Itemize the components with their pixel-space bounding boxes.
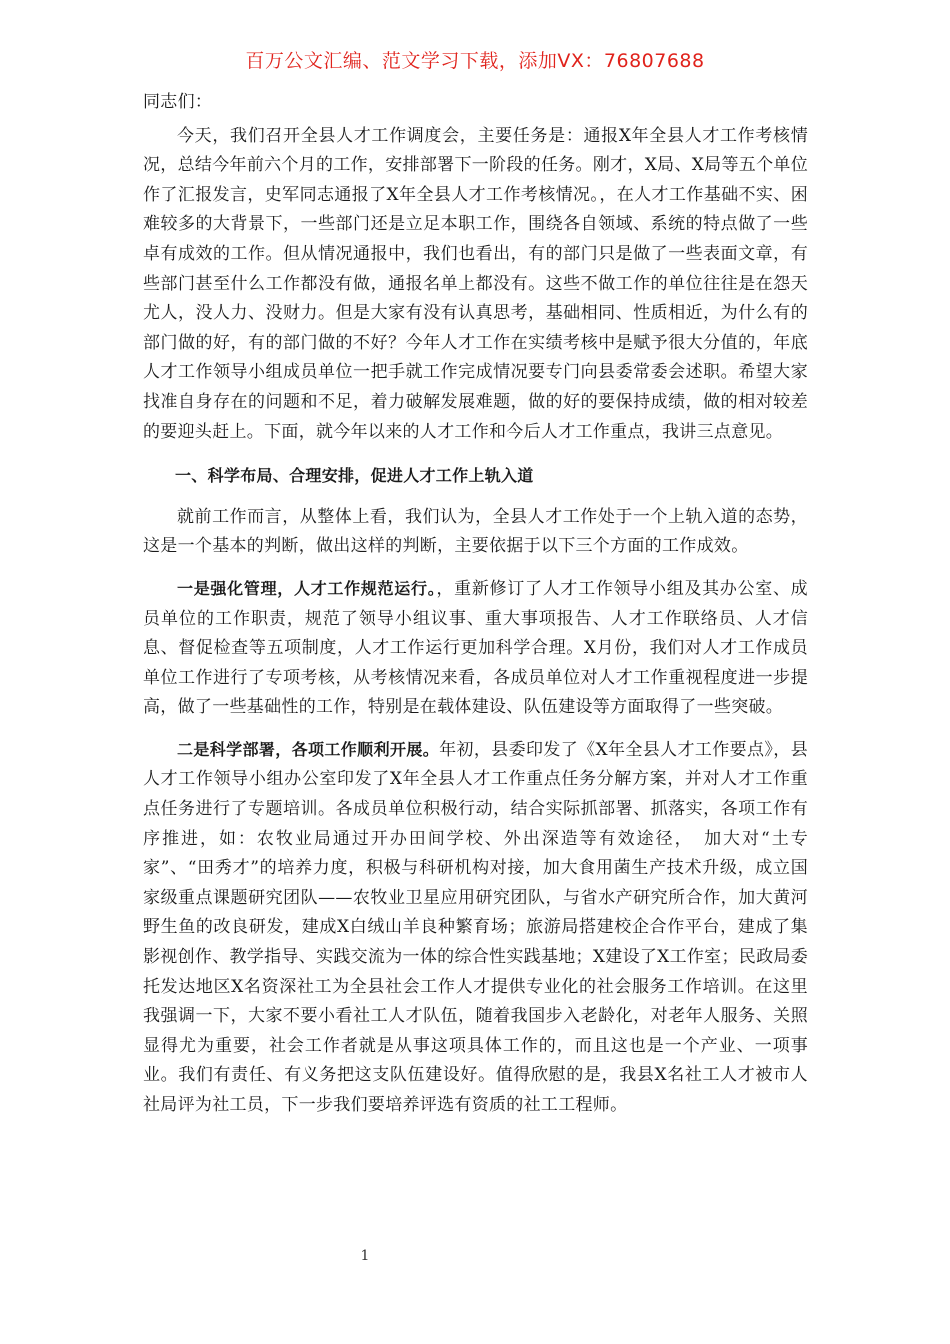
document-body: [143, 88, 808, 1121]
point-paragraph-1: [143, 574, 808, 723]
point-body-2: 年初，县委印发了《X年全县人才工作要点》，县人才工作领导小组办公室印发了X年全县人才工作重点任务分解方案，并对人才工作重点任务进行了专题培训。各成员单位积极行动，结合实际抓部署、抓落实，各项工作有序推进，如：农牧业局通过开办田间学校、外出深造等有效途径， 加大对“土专家”、“田秀才”的培养力度，积极与科研机构对接，加大食用菌生产技术升级，成立国家级重点课题研究团队——农牧业卫星应用研究团队，与省水产研究所合作，加大黄河野生鱼的改良研发，建成X白绒山羊良种繁育场；旅游局搭建校企合作平台，建成了集影视创作、教学指导、实践交流为一体的综合性实践基地；X建设了X工作室；民政局委托发达地区X名资深社工为全县社会工作人才提供专业化的社会服务工作培训。在这里我强调一下，大家不要小看社工人才队伍，随着我国步入老龄化，对老年人服务、关照显得尤为重要，社会工作者就是从事这项具体工作的，而且这也是一个产业、一项事业。我们有责任、有义务把这支队伍建设好。值得欣慰的是，我县X名社工人才被市人社局评为社工员，下一步我们要培养评选有资质的社工工程师。: [143, 739, 808, 1115]
page-number: 1: [360, 1248, 370, 1264]
point-paragraph-2: [143, 735, 808, 1121]
salutation: 同志们：: [143, 92, 213, 112]
section-heading-1: 一、科学布局、合理安排，促进人才工作上轨入道: [175, 466, 534, 486]
section-intro-paragraph: 就前工作而言，从整体上看，我们认为，全县人才工作处于一个上轨入道的态势，这是一个基本的判断，做出这样的判断，主要依据于以下三个方面的工作成效。: [143, 506, 808, 557]
header-banner: 百万公文汇编、范文学习下载，添加VX：76807688: [245, 50, 705, 72]
point-lead-1: 一是强化管理，人才工作规范运行。: [177, 578, 437, 598]
point-body-1: ，重新修订了人才工作领导小组及其办公室、成员单位的工作职责，规范了领导小组议事、重大事项报告、人才工作联络员、人才信息、督促检查等五项制度，人才工作运行更加科学合理。X月份，我们对人才工作成员单位工作进行了专项考核，从考核情况来看，各成员单位对人才工作重视程度进一步提高，做了一些基础性的工作，特别是在载体建设、队伍建设等方面取得了一些突破。: [143, 578, 808, 718]
intro-paragraph: 今天，我们召开全县人才工作调度会，主要任务是：通报X年全县人才工作考核情况，总结今年前六个月的工作，安排部署下一阶段的任务。刚才，X局、X局等五个单位作了汇报发言，史军同志通报了X年全县人才工作考核情况。，在人才工作基础不实、困难较多的大背景下，一些部门还是立足本职工作，围绕各自领域、系统的特点做了一些卓有成效的工作。但从情况通报中，我们也看出，有的部门只是做了一些表面文章，有些部门甚至什么工作都没有做，通报名单上都没有。这些不做工作的单位往往是在怨天尤人，没人力、没财力。但是大家有没有认真思考，基础相同、性质相近，为什么有的部门做的好，有的部门做的不好？今年人才工作在实绩考核中是赋予很大分值的，年底人才工作领导小组成员单位一把手就工作完成情况要专门向县委常委会述职。希望大家找准自身存在的问题和不足，着力破解发展难题，做的好的要保持成绩，做的相对较差的要迎头赶上。下面，就今年以来的人才工作和今后人才工作重点，我讲三点意见。: [143, 125, 808, 442]
point-lead-2: 二是科学部署，各项工作顺利开展。: [177, 739, 440, 759]
